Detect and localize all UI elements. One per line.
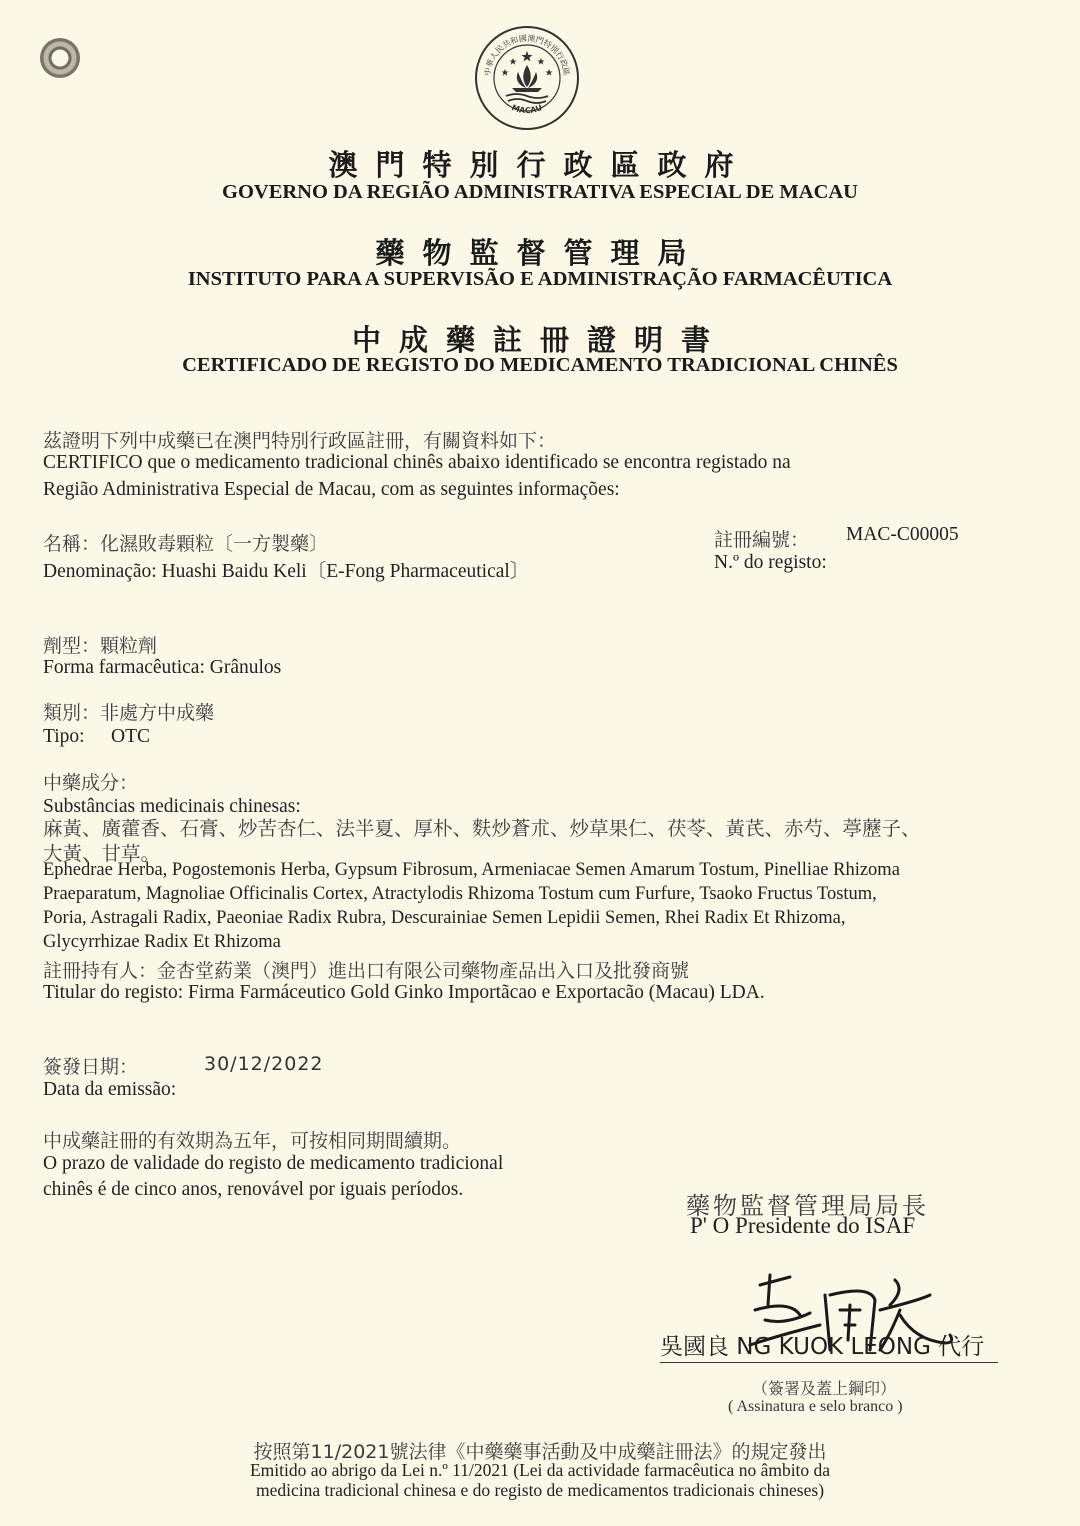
institute-title-zh: 藥物監督管理局: [375, 236, 705, 270]
dosage-form-zh: 劑型：顆粒劑: [43, 635, 158, 657]
certificate-title-pt: CERTIFICADO DE REGISTO DO MEDICAMENTO TRADICIONAL CHINÊS: [182, 354, 898, 376]
intro-pt-line1: CERTIFICO que o medicamento tradicional chinês abaixo identificado se encontra registado na: [43, 452, 791, 473]
ingredients-label-zh: 中藥成分：: [43, 772, 139, 794]
institute-title-pt: INSTITUTO PARA A SUPERVISÃO E ADMINISTRAÇÃO FARMACÊUTICA: [187, 268, 893, 290]
signatory-title-pt: P' O Presidente do ISAF: [690, 1213, 916, 1238]
signature-note-zh: （簽署及蓋上鋼印）: [752, 1379, 897, 1398]
ingredients-pt-line2: Praeparatum, Magnoliae Officinalis Cortex, Atractylodis Rhizoma Tostum cum Furfure, Tsaoko Fructus Tostum,: [43, 884, 877, 904]
government-title-pt: GOVERNO DA REGIÃO ADMINISTRATIVA ESPECIAL DE MACAU: [222, 181, 858, 203]
emblem-bottom-text: MACAU: [510, 103, 544, 116]
registration-number-label-pt: N.º do registo:: [714, 552, 827, 573]
ingredients-zh-line2: 大黃、甘草。: [43, 842, 161, 865]
macau-emblem: [474, 25, 580, 131]
issue-date-value: 30/12/2022: [204, 1053, 324, 1075]
name-pt: Denominação: Huashi Baidu Keli〔E-Fong Pharmaceutical〕: [43, 561, 530, 582]
dosage-form-pt: Forma farmacêutica: Grânulos: [43, 657, 282, 678]
legal-basis-pt-line1: Emitido ao abrigo da Lei n.º 11/2021 (Lei da actividade farmacêutica no âmbito da: [249, 1460, 831, 1480]
signatory-title-zh: 藥物監督管理局局長: [686, 1192, 929, 1220]
emblem-ring-text: 中華人民共和國澳門特別行政區: [482, 33, 572, 77]
certificate-title-zh: 中成藥註冊證明書: [351, 323, 728, 357]
intro-pt-line2: Região Administrativa Especial de Macau, com as seguintes informações:: [43, 479, 620, 500]
signer-name: 吳國良 NG KUOK LEONG 代行: [660, 1334, 985, 1360]
ingredients-pt-line3: Poria, Astragali Radix, Paeoniae Radix Rubra, Descurainiae Semen Lepidii Semen, Rhei Radix Et Rhizoma,: [43, 908, 846, 928]
validity-pt-line1: O prazo de validade do registo de medicamento tradicional: [43, 1153, 504, 1174]
ingredients-zh-line1: 麻黃、廣藿香、石膏、炒苦杏仁、法半夏、厚朴、麩炒蒼朮、炒草果仁、茯苓、黃芪、赤芍、葶藶子、: [43, 817, 921, 840]
ingredients-pt-line1: Ephedrae Herba, Pogostemonis Herba, Gypsum Fibrosum, Armeniacae Semen Amarum Tostum, Pinelliae Rhizoma: [43, 860, 900, 880]
issue-date-label-pt: Data da emissão:: [43, 1079, 177, 1100]
registration-number-value: MAC-C00005: [846, 524, 959, 545]
signature-note-pt: ( Assinatura e selo branco ): [728, 1398, 903, 1415]
issue-date-label-zh: 簽發日期：: [43, 1056, 139, 1078]
validity-pt-line2: chinês é de cinco anos, renovável por iguais períodos.: [43, 1179, 464, 1200]
category-pt-value: OTC: [111, 726, 150, 747]
legal-basis-pt-line2: medicina tradicional chinesa e do registo de medicamentos tradicionais chineses): [255, 1480, 825, 1500]
ingredients-pt-line4: Glycyrrhizae Radix Et Rhizoma: [43, 932, 281, 952]
registration-number-label-zh: 註冊編號：: [714, 529, 810, 551]
validity-zh: 中成藥註冊的有效期為五年，可按相同期間續期。: [43, 1130, 462, 1152]
punch-hole-grommet: [40, 38, 80, 78]
name-zh: 名稱：化濕敗毒顆粒〔一方製藥〕: [43, 533, 329, 555]
holder-pt: Titular do registo: Firma Farmáceutico Gold Ginko Importãcao e Exportacão (Macau) LDA.: [43, 982, 765, 1003]
intro-zh: 茲證明下列中成藥已在澳門特別行政區註冊，有關資料如下：: [43, 430, 557, 452]
government-title-zh: 澳門特別行政區政府: [328, 148, 752, 182]
svg-text:MACAU: [511, 103, 544, 115]
category-pt-label: Tipo:: [43, 726, 85, 747]
signature-line: [660, 1362, 998, 1363]
legal-basis-zh: 按照第11/2021號法律《中藥藥事活動及中成藥註冊法》的規定發出: [253, 1441, 827, 1463]
category-zh: 類別：非處方中成藥: [43, 702, 215, 724]
ingredients-label-pt: Substâncias medicinais chinesas:: [43, 796, 301, 817]
holder-zh: 註冊持有人：金杏堂葯業（澳門）進出口有限公司藥物產品出入口及批發商號: [43, 960, 690, 982]
